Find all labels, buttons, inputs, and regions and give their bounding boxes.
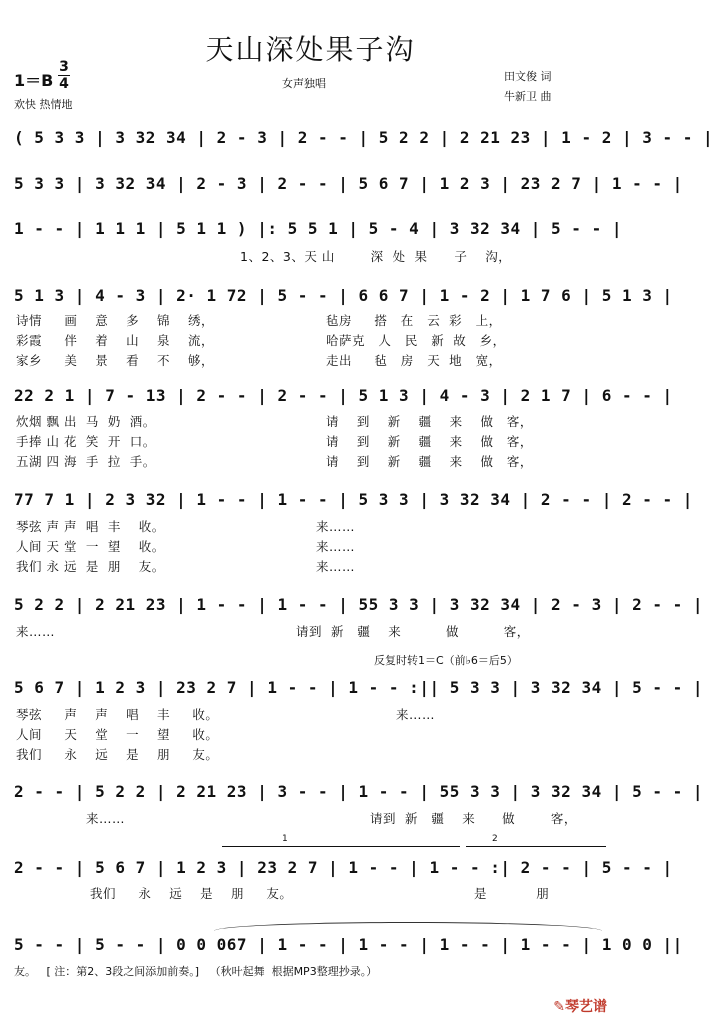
score-row-11: 5 - - | 5 - - | 0 0 067 | 1 - - | 1 - - | 1 - - | 1 - - | 1 0 0 || — [14, 935, 683, 954]
footnote-line — [14, 963, 377, 979]
time-signature — [58, 60, 70, 91]
volta-bracket-2 — [466, 834, 606, 847]
lyricist-credit: 田文俊 词 — [504, 70, 552, 83]
lyric-line: 我们 永 远 是 朋 友。 — [16, 747, 219, 762]
site-logo[interactable] — [553, 996, 607, 1016]
lyric-line: 人间 天 堂 一 望 收。 — [16, 727, 219, 742]
lyric-line: 诗情 画 意 多 锦 绣， — [16, 313, 214, 328]
lyric-line: 来…… — [316, 539, 356, 554]
lyric-line: 人间 天 堂 一 望 收。 — [16, 539, 165, 554]
ending-lyric: 友。 — [14, 965, 36, 978]
score-row-7: 5 2 2 | 2 21 23 | 1 - - | 1 - - | 55 3 3 | 3 32 34 | 2 - 3 | 2 - - | — [14, 595, 704, 614]
score-row-2: 5 3 3 | 3 32 34 | 2 - 3 | 2 - - | 5 6 7 | 1 2 3 | 23 2 7 | 1 - - | — [14, 174, 683, 193]
lyric-line: 是 朋 — [474, 886, 550, 901]
lyric-line: 炊烟 飘 出 马 奶 酒。 — [16, 414, 156, 429]
volta-number: 2 — [492, 834, 498, 844]
volta-bracket-1 — [222, 834, 460, 847]
source-note: （秋叶起舞 根据MP3整理抄录。） — [209, 965, 378, 978]
score-row-8: 5 6 7 | 1 2 3 | 23 2 7 | 1 - - | 1 - - :|| 5 3 3 | 3 32 34 | 5 - - | — [14, 678, 704, 697]
performance-type: 女声独唱 — [282, 77, 326, 90]
lyric-line: 来…… — [16, 624, 56, 639]
lyric-line: 哈萨克 人 民 新 故 乡， — [326, 333, 506, 348]
lyric-line: 琴弦 声 声 唱 丰 收。 — [16, 707, 219, 722]
tempo-marking: 欢快 热情地 — [14, 98, 73, 111]
tie-arc — [214, 922, 602, 931]
lyric-line: 请 到 新 疆 来 做 客， — [326, 434, 533, 449]
score-row-6: 77 7 1 | 2 3 32 | 1 - - | 1 - - | 5 3 3 | 3 32 34 | 2 - - | 2 - - | — [14, 490, 693, 509]
lyric-line: 请 到 新 疆 来 做 客， — [326, 454, 533, 469]
logo-icon: ✎ — [553, 999, 565, 1015]
lyric-line: 来…… — [316, 519, 356, 534]
lyric-line: 家乡 美 景 看 不 够， — [16, 353, 214, 368]
score-row-3: 1 - - | 1 1 1 | 5 1 1 ) |: 5 5 1 | 5 - 4 | 3 32 34 | 5 - - | — [14, 219, 622, 238]
lyric-line: 来…… — [396, 707, 436, 722]
lyric-line: 五湖 四 海 手 拉 手。 — [16, 454, 156, 469]
lyric-line: 1、2、3、天 山 深 处 果 子 沟， — [240, 249, 512, 264]
volta-number: 1 — [282, 834, 288, 844]
score-row-1: ( 5 3 3 | 3 32 34 | 2 - 3 | 2 - - | 5 2 2 | 2 21 23 | 1 - 2 | 3 - - | — [14, 128, 713, 147]
lyric-line: 来…… — [316, 559, 356, 574]
lyric-line: 请到 新 疆 来 做 客， — [296, 624, 530, 639]
score-row-10: 2 - - | 5 6 7 | 1 2 3 | 23 2 7 | 1 - - | 1 - - :| 2 - - | 5 - - | — [14, 858, 673, 877]
time-sig-top: 3 — [59, 59, 69, 75]
lyric-line: 请 到 新 疆 来 做 客， — [326, 414, 533, 429]
lyric-line: 我们 永 远 是 朋 友。 — [90, 886, 293, 901]
key-signature: 1＝B — [14, 71, 54, 90]
lyric-line: 走出 毡 房 天 地 宽， — [326, 353, 502, 368]
composer-credit: 牛新卫 曲 — [504, 90, 552, 103]
lyric-line: 我们 永 远 是 朋 友。 — [16, 559, 165, 574]
lyric-line: 彩霞 伴 着 山 泉 流， — [16, 333, 214, 348]
footnote: [ 注：第2、3段之间添加前奏。] — [46, 965, 200, 978]
lyric-line: 请到 新 疆 来 做 客， — [370, 811, 577, 826]
lyric-line: 手捧 山 花 笑 开 口。 — [16, 434, 156, 449]
time-sig-bottom: 4 — [59, 76, 69, 92]
score-row-9: 2 - - | 5 2 2 | 2 21 23 | 3 - - | 1 - - | 55 3 3 | 3 32 34 | 5 - - | — [14, 782, 704, 801]
page-title: 天山深处果子沟 — [205, 33, 416, 66]
modulation-note: 反复时转1＝C（前♭6＝后5） — [374, 654, 518, 667]
lyric-line: 毡房 搭 在 云 彩 上， — [326, 313, 502, 328]
lyric-line: 来…… — [86, 811, 126, 826]
score-row-4: 5 1 3 | 4 - 3 | 2· 1 72 | 5 - - | 6 6 7 | 1 - 2 | 1 7 6 | 5 1 3 | — [14, 286, 673, 305]
score-row-5: 22 2 1 | 7 - 13 | 2 - - | 2 - - | 5 1 3 | 4 - 3 | 2 1 7 | 6 - - | — [14, 386, 673, 405]
logo-text: 琴艺谱 — [565, 999, 607, 1015]
lyric-line: 琴弦 声 声 唱 丰 收。 — [16, 519, 165, 534]
